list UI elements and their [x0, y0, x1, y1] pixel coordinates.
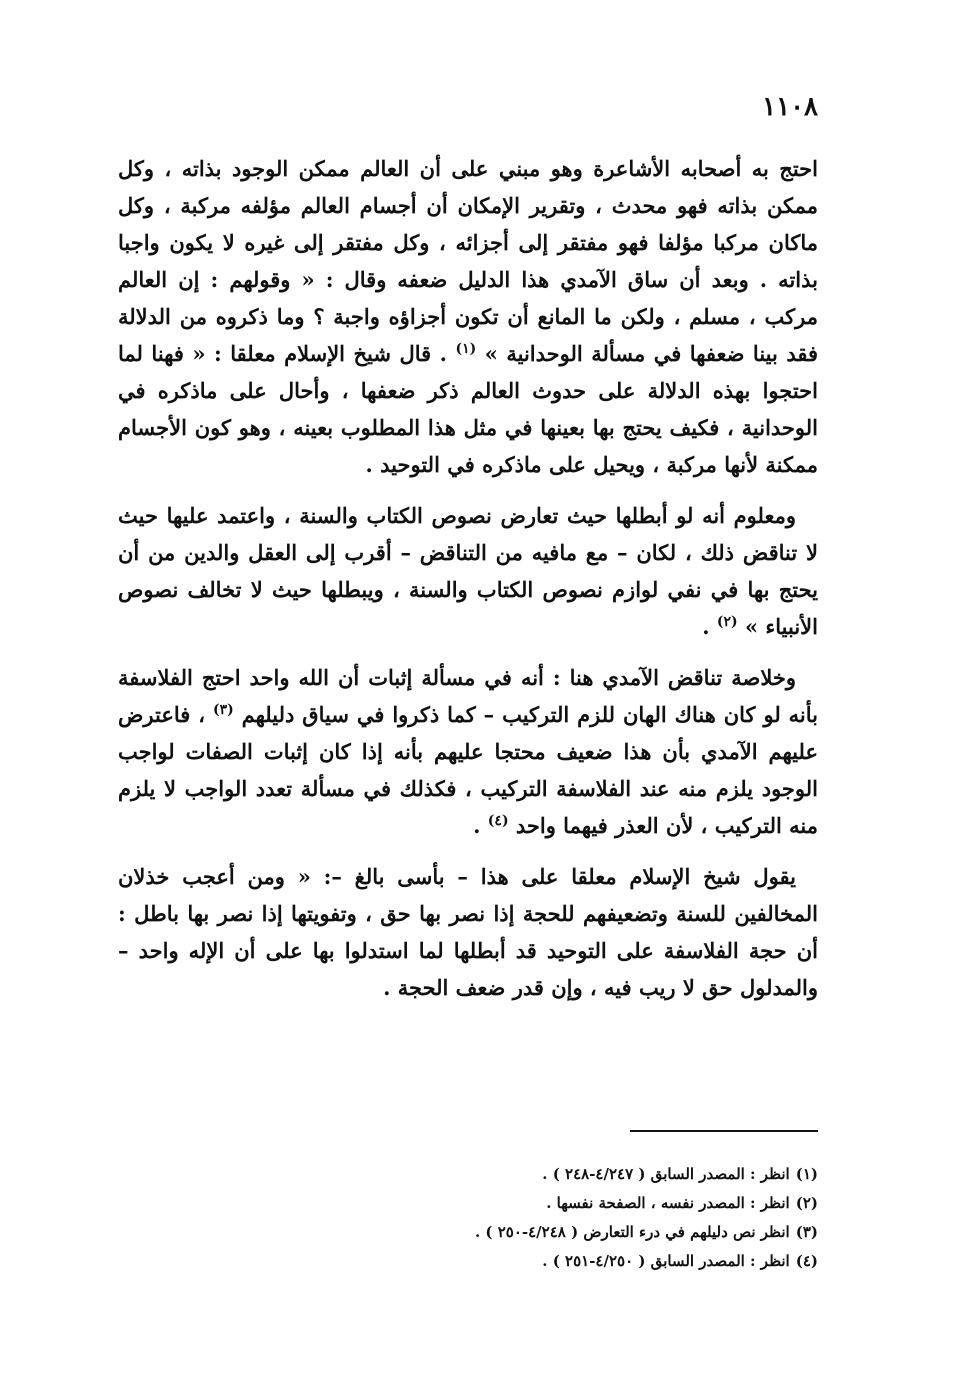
footnote-ref-2[interactable]: (٢)	[716, 614, 738, 630]
paragraph-1-text: احتج به أصحابه الأشاعرة وهو مبني على أن العالم ممكن الوجود بذاته ، وكل ممكن بذاته فهو محدث ، وتقرير الإمكان أن أجسام العالم مؤلفه مركبة ، وكل ماكان مركبا مؤلفا فهو مفتقر إلى أجزائه ، وكل مفتقر إلى غيره لا يكون واجبا بذاته . وبعد أن ساق الآمدي هذا الدليل ضعفه وقال : « وقولهم : إن العالم مركب ، مسلم ، ولكن ما المانع أن تكون أجزاؤه واجبة ؟ وما ذكروه من الدلالة فقد بينا ضعفها في مسألة الوحدانية »	[118, 156, 819, 366]
footnote-ref-3[interactable]: (٣)	[212, 702, 234, 718]
paragraph-3	[118, 659, 818, 844]
footnote-text: انظر : المصدر السابق ( ٤/٢٥٠-٢٥١ ) .	[542, 1252, 790, 1270]
footnote-text: انظر نص دليلهم في درء التعارض ( ٤/٢٤٨-٢٥٠ ) .	[474, 1223, 790, 1241]
footnotes	[300, 1160, 818, 1276]
paragraph-2-text: ومعلوم أنه لو أبطلها حيث تعارض نصوص الكتاب والسنة ، واعتمد عليها حيث لا تناقض ذلك ، لكان – مع مافيه من التناقض – أقرب إلى العقل والدين من أن يحتج بها في نفي لوازم نصوص الكتاب والسنة ، ويبطلها حيث لا تخالف نصوص الأنبياء »	[118, 503, 818, 639]
paragraph-1	[118, 150, 818, 483]
footnote-number: (١)	[795, 1165, 818, 1183]
footnote-text: انظر : المصدر نفسه ، الصفحة نفسها .	[546, 1194, 790, 1212]
footnote-number: (٤)	[795, 1252, 818, 1270]
footnote-ref-1[interactable]: (١)	[455, 341, 477, 357]
paragraph-3-continuation: ، فاعترض عليهم الآمدي بأن هذا ضعيف محتجا عليهم بأنه إذا كان إثبات الصفات لواجب الوجود يلزم منه عند الفلاسفة التركيب ، فكذلك في مسألة تعدد الواجب لا يلزم منه التركيب ، لأن العذر فيهما واحد	[118, 702, 818, 838]
footnote-number: (٢)	[795, 1194, 818, 1212]
footnote-1	[300, 1160, 818, 1189]
paragraph-3-text: وخلاصة تناقض الآمدي هنا : أنه في مسألة إثبات أن الله واحد احتج الفلاسفة بأنه لو كان هناك الهان للزم التركيب – كما ذكروا في سياق دليلهم	[118, 665, 818, 727]
footnote-ref-4[interactable]: (٤)	[487, 813, 509, 829]
page-number: ١١٠٨	[762, 92, 818, 122]
footnote-text: انظر : المصدر السابق ( ٤/٢٤٧-٢٤٨ ) .	[542, 1165, 790, 1183]
paragraph-3-end: .	[473, 813, 481, 838]
paragraph-1-continuation: . قال شيخ الإسلام معلقا : « فهنا لما احتجوا بهذه الدلالة على حدوث العالم ذكر ضعفها ، وأحال على ماذكره في الوحدانية ، فكيف يحتج بها بعينها في مثل هذا المطلوب بعينه ، وهو كون الأجسام ممكنة لأنها مركبة ، ويحيل على ماذكره في التوحيد .	[118, 341, 818, 477]
paragraph-2-end: .	[702, 614, 710, 639]
paragraph-2	[118, 497, 818, 645]
paragraph-4	[118, 858, 818, 1006]
footnote-2	[300, 1189, 818, 1218]
main-text	[118, 150, 818, 1006]
footnote-3	[300, 1218, 818, 1247]
footnote-divider	[630, 1130, 818, 1132]
footnote-4	[300, 1247, 818, 1276]
paragraph-4-text: يقول شيخ الإسلام معلقا على هذا – بأسى بالغ –: « ومن أعجب خذلان المخالفين للسنة وتضعيفهم للحجة إذا نصر بها حق ، وتفويتها إذا نصر بها باطل : أن حجة الفلاسفة على التوحيد قد أبطلها لما استدلوا بها على أن الإله واحد – والمدلول حق لا ريب فيه ، وإن قدر ضعف الحجة .	[118, 864, 818, 1000]
footnote-number: (٣)	[795, 1223, 818, 1241]
